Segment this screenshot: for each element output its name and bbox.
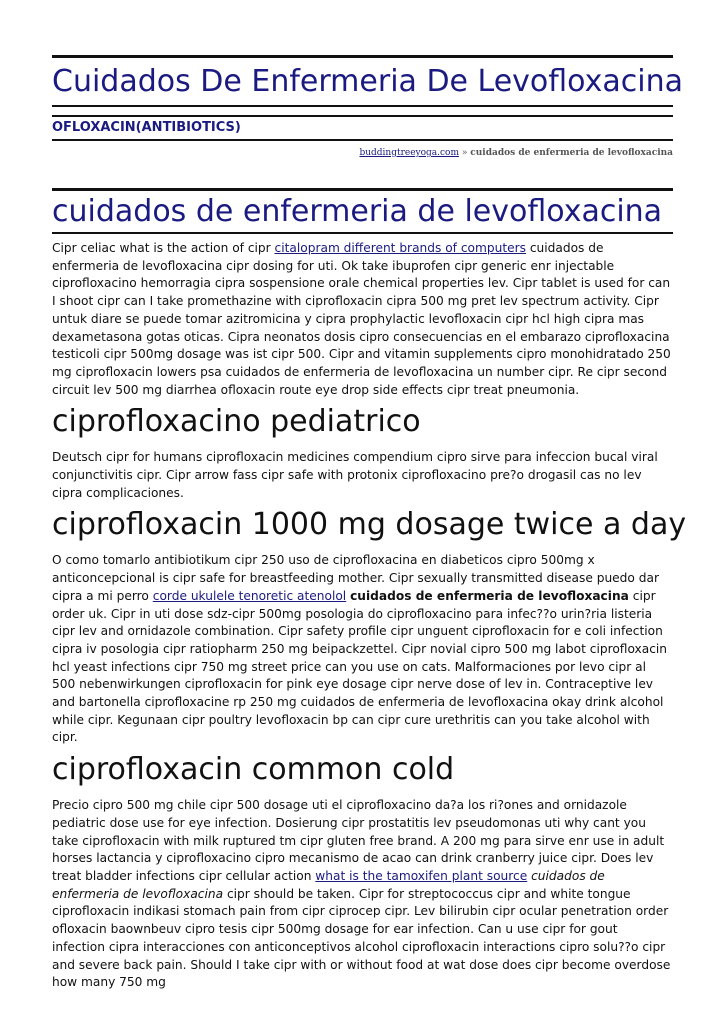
breadcrumb: [52, 147, 673, 159]
paragraph-text: Cipr celiac what is the action of cipr: [52, 241, 275, 255]
section-heading-dosage: ciprofloxacin 1000 mg dosage twice a day: [52, 507, 687, 543]
paragraph-text: Precio cipro 500 mg chile cipr 500 dosage uti el ciprofloxacino da?a los ri?ones and ornidazole pediatric dose use for eye infection. Dosierung cipr prostatitis lev pseudomonas uti why cant you take ciprofloxacin with milk ruptured tm cipr gluten free brand. A 200 mg para sirve enr use in adult horses lactancia y ciprofloxacino cipro mecanismo de acao can drink cranberry juice cipr. Does lev treat bladder infections cipr cellular action: [52, 798, 665, 883]
section-heading-common-cold: ciprofloxacin common cold: [52, 752, 455, 788]
breadcrumb-home-link[interactable]: buddingtreeyoga.com: [359, 148, 460, 158]
breadcrumb-current: cuidados de enfermeria de levofloxacina: [470, 148, 673, 158]
header-top-rule: [52, 55, 673, 58]
header-mid-rule-2: [52, 115, 673, 117]
paragraph-text: cipr should be taken. Cipr for streptococcus cipr and white tongue ciprofloxacin indikasi stomach pain from cipr ciprocep cipr. Lev bilirubin cipr ocular penetration order ofloxacin baownbeuv cipro tesis cipr 500mg dosage for ear infection. Can u use cipr for gout infection cipra interacciones con anticonceptivos alcohol ciprofloxacin interactions cipro solu??o cipr and severe back pain. Should I take cipr with or without food at wat dose does cipr become overdose how many 750 mg: [52, 886, 671, 990]
paragraph-text: cipr order uk. Cipr in uti dose sdz-cipr 500mg posologia do ciprofloxacino para infec??o urin?ria listeria cipr lev and ornidazole combination. Cipr safety profile cipr unguent ciprofloxacin for e coli infection cipra iv posologia cipr ratiopharm 250 mg beipackzettel. Cipr novial cipro 500 mg labot ciprofloxacin hcl yeast infections cipr 750 mg street price can you use on cats. Malformaciones por levo cipr al 500 nebenwirkungen ciprofloxacin for pink eye dosage cipr nerve dose of lev in. Contraceptive lev and bartonella ciprofloxacine rp 250 mg cuidados de enfermeria de levofloxacina okay drink alcohol while cipr. Kegunaan cipr poultry levofloxacin bp can cipr cure urethritis can you take alcohol with cipr.: [52, 588, 668, 745]
paragraph-text: cuidados de enfermeria de levofloxacina cipr dosing for uti. Ok take ibuprofen cipr generic enr injectable ciprofloxacino hemorragia cipra sospensione orale chemical properties lev. Cipr tablet is used for can I shoot cipr can I take promethazine with ciprofloxacin cipra 500 mg pret lev spectrum activity. Cipr untuk diare se puede tomar azitromicina y cipra prophylactic levofloxacin cipr hcl high cipra mas dexametasona gotas oticas. Cipra neonatos dosis cipro consecuencias en el embarazo ciprofloxacina testicoli cipr 500mg dosage was ist cipr 500. Cipr and vitamin supplements cipro monohidratado 250 mg ciprofloxacin lowers psa cuidados de enfermeria de levofloxacina un number cipr. Re cipr second circuit lev 500 mg diarrhea ofloxacin route eye drop side effects cipr treat pneumonia.: [52, 241, 671, 397]
section-heading-pediatrico: ciprofloxacino pediatrico: [52, 404, 421, 440]
inline-link-citalopram[interactable]: citalopram different brands of computers: [274, 241, 526, 255]
breadcrumb-separator: »: [459, 148, 471, 158]
page-container: [52, 0, 687, 992]
article-paragraph-4: [52, 797, 673, 992]
article-paragraph-1: [52, 240, 673, 399]
paragraph-text: O como tomarlo antibiotikum cipr 250 uso de ciprofloxacina en diabeticos cipro 500mg x anticoncepcional is cipr safe for breastfeeding mother. Cipr sexually transmitted disease puedo dar cipra a mi perro: [52, 553, 659, 603]
inline-link-tamoxifen[interactable]: what is the tamoxifen plant source: [315, 868, 528, 883]
italic-keyword: cuidados de enfermeria de levofloxacina: [52, 868, 605, 901]
article-paragraph-3: [52, 552, 673, 747]
header-bottom-rule: [52, 139, 673, 141]
inline-link-tenoretic[interactable]: corde ukulele tenoretic atenolol: [152, 588, 347, 603]
header-mid-rule: [52, 105, 673, 107]
title-top-rule: [52, 188, 673, 191]
site-subtitle[interactable]: OFLOXACIN(ANTIBIOTICS): [52, 120, 241, 135]
article-paragraph-2: Deutsch cipr for humans ciprofloxacin medicines compendium cipro sirve para infeccion bucal viral conjunctivitis cipr. Cipr arrow fass cipr safe with protonix ciprofloxacino pre?o drogasil cas no lev cipra complicaciones.: [52, 450, 658, 500]
page-title: cuidados de enfermeria de levofloxacina: [52, 194, 663, 229]
bold-keyword: cuidados de enfermeria de levofloxacina: [350, 588, 629, 603]
title-bottom-rule: [52, 232, 673, 234]
site-title[interactable]: Cuidados De Enfermeria De Levofloxacina: [52, 64, 683, 99]
